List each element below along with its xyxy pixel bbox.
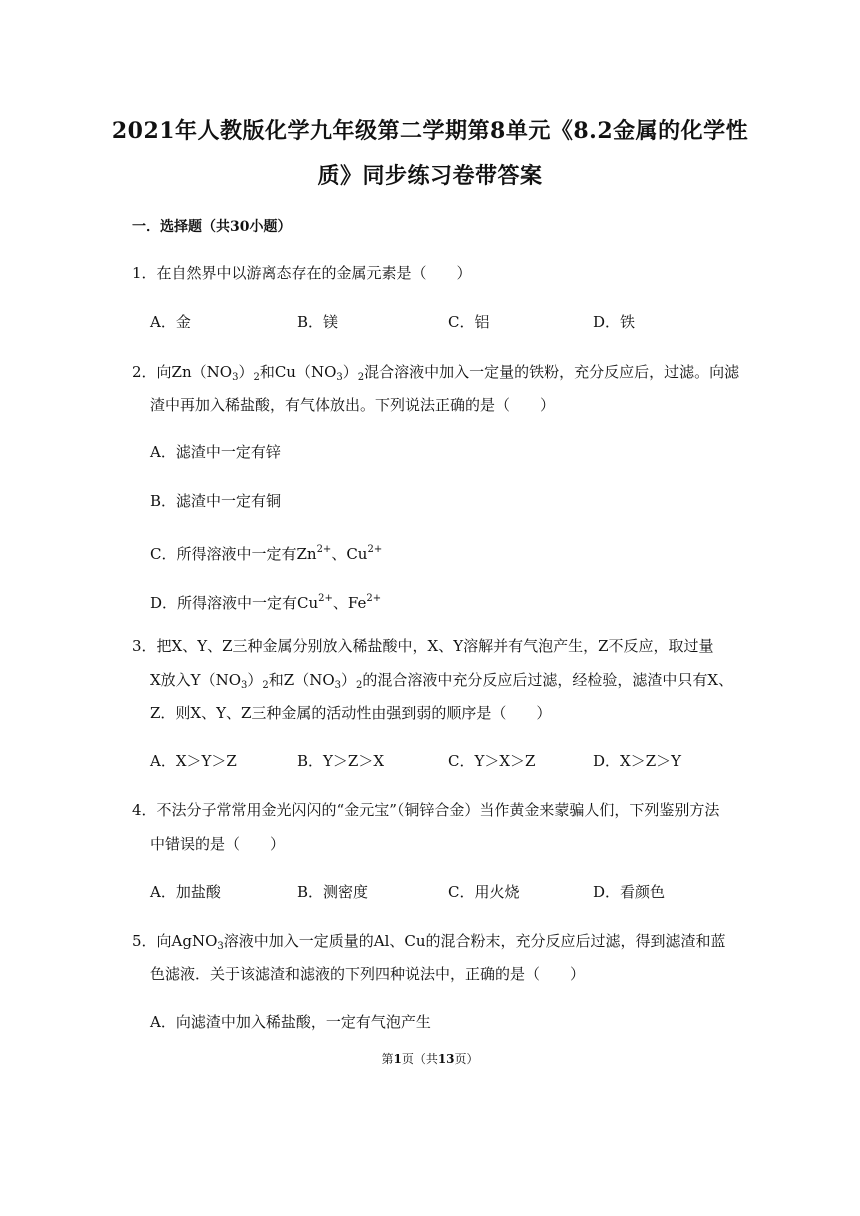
question-3-option-c: C．Y＞X＞Z bbox=[448, 752, 536, 770]
question-4-option-d: D．看颜色 bbox=[593, 883, 666, 901]
question-2-option-b: B．滤渣中一定有铜 bbox=[150, 492, 282, 510]
question-2-stem-line1: 2．向$Zn(NO_3)_2$和$Cu(NO_3)_2$混合溶液中加入一定量的铁粉，充分反应后，过滤。向滤 bbox=[132, 363, 740, 383]
page-footer: 第1页（共13页） bbox=[381, 1052, 479, 1066]
question-3-stem-line2: X放入$Y(NO_3)_2$和$Z(NO_3)_2$的混合溶液中充分反应后过滤，经检验，滤渣中只有X、 bbox=[150, 671, 734, 691]
question-1-option-b: B．镁 bbox=[297, 313, 339, 331]
question-5-stem-line1: 5．向AgNO$_3$溶液中加入一定质量的Al、Cu的混合粉末，充分反应后过滤，得到滤渣和蓝 bbox=[132, 932, 726, 952]
question-3-stem-line3: Z．则X、Y、Z三种金属的活动性由强到弱的顺序是（ ） bbox=[150, 704, 552, 722]
question-1-option-a: A．金 bbox=[150, 313, 191, 331]
question-4-stem-line2: 中错误的是（ ） bbox=[150, 835, 286, 853]
question-3-option-a: A．X＞Y＞Z bbox=[150, 752, 237, 770]
question-1-option-d: D．铁 bbox=[593, 313, 636, 331]
document-title-line2: 质》同步练习卷带答案 bbox=[317, 163, 543, 189]
question-5-stem-line2: 色滤液．关于该滤渣和滤液的下列四种说法中，正确的是（ ） bbox=[150, 965, 586, 983]
total-page-count: 13 bbox=[437, 1052, 455, 1066]
question-2-option-a: A．滤渣中一定有锌 bbox=[150, 443, 281, 461]
question-1-option-c: C．铝 bbox=[448, 313, 490, 331]
section-heading: 一．选择题（共30小题） bbox=[132, 219, 292, 235]
question-3-option-b: B．Y＞Z＞X bbox=[297, 752, 385, 770]
current-page-number: 1 bbox=[393, 1052, 402, 1066]
question-5-option-a: A．向滤渣中加入稀盐酸，一定有气泡产生 bbox=[150, 1013, 431, 1031]
question-3-stem-line1: 3．把X、Y、Z三种金属分别放入稀盐酸中，X、Y溶解并有气泡产生，Z不反应，取过量 bbox=[132, 637, 714, 655]
question-1-stem: 1．在自然界中以游离态存在的金属元素是（ ） bbox=[132, 264, 472, 282]
question-2-option-d: D．所得溶液中一定有$Cu^{2+}$、$Fe^{2+}$ bbox=[150, 593, 382, 612]
question-4-option-c: C．用火烧 bbox=[448, 883, 520, 901]
question-2-stem-line2: 渣中再加入稀盐酸，有气体放出。下列说法正确的是（ ） bbox=[150, 396, 556, 414]
question-3-option-d: D．X＞Z＞Y bbox=[593, 752, 682, 770]
question-4-stem-line1: 4．不法分子常常用金光闪闪的“金元宝”（铜锌合金）当作黄金来蒙骗人们，下列鉴别方法 bbox=[132, 801, 720, 819]
document-title-line1: 2021年人教版化学九年级第二学期第8单元《8.2金属的化学性 bbox=[111, 118, 749, 144]
question-2-option-c: C．所得溶液中一定有$Zn^{2+}$、$Cu^{2+}$ bbox=[150, 544, 383, 563]
question-4-option-b: B．测密度 bbox=[297, 883, 369, 901]
question-4-option-a: A．加盐酸 bbox=[150, 883, 221, 901]
